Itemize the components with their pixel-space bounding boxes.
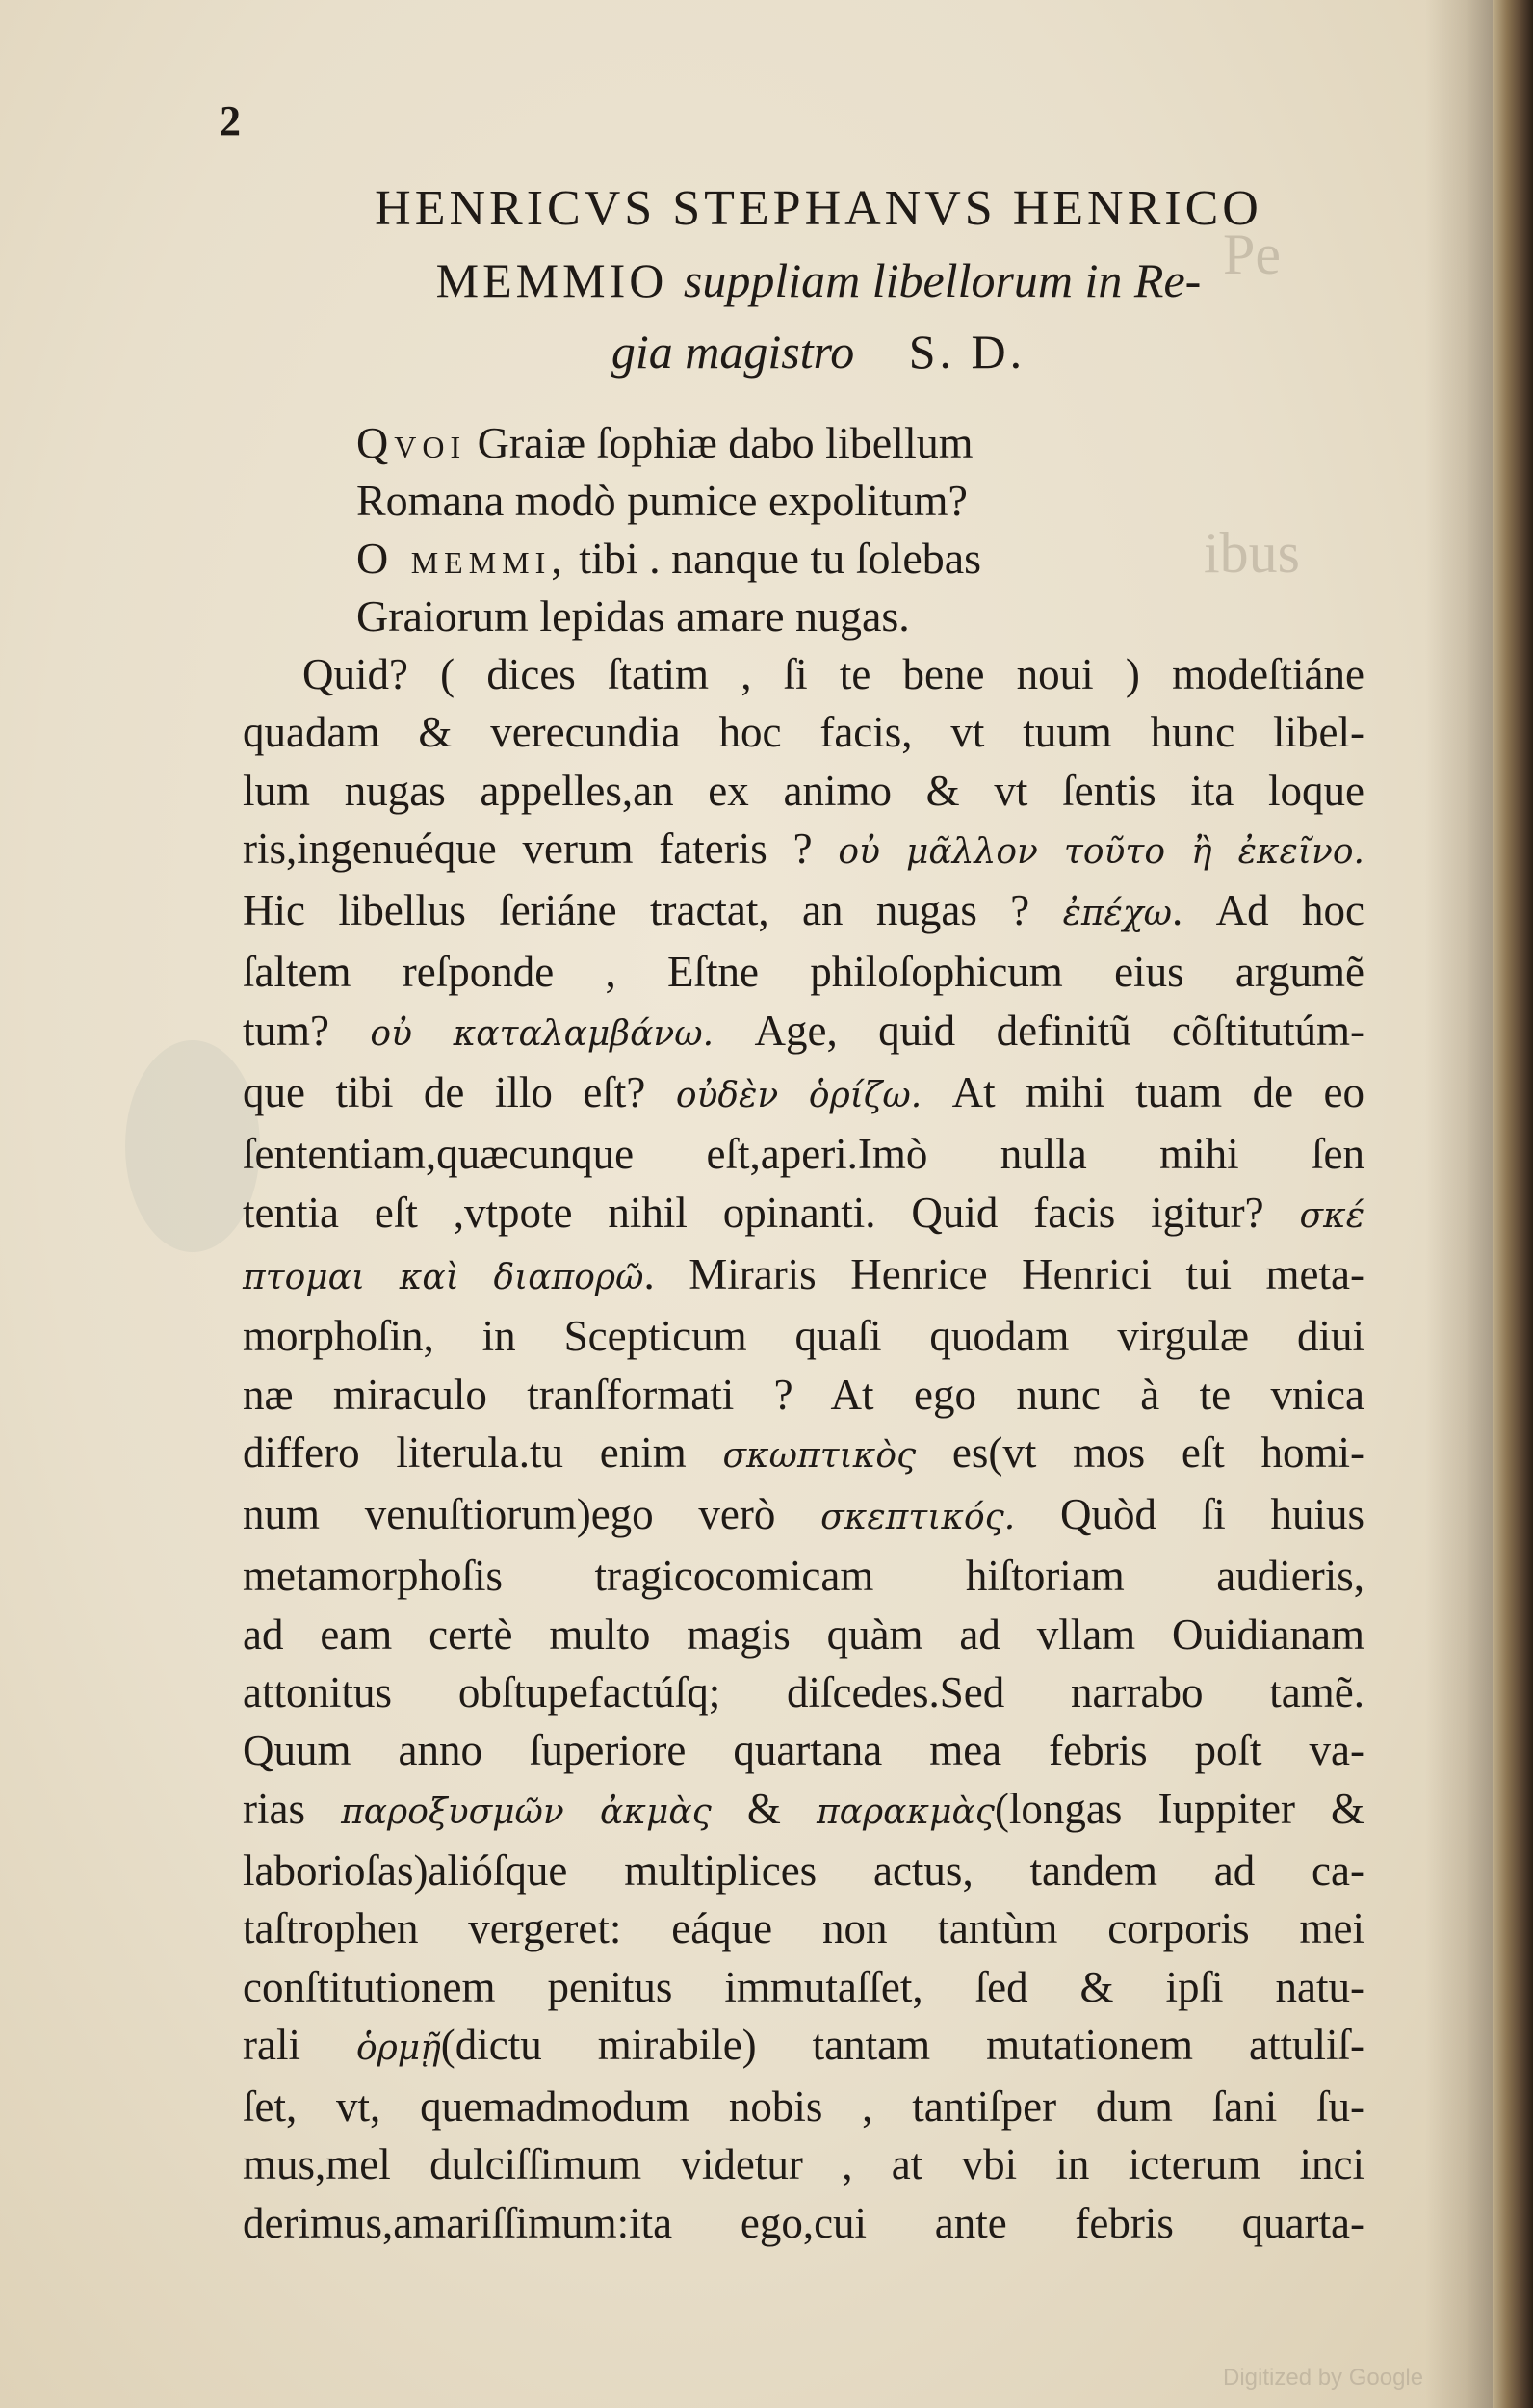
book-fore-edge <box>1493 0 1533 2408</box>
latin-text: laborioſas)alióſque multiplices actus, tandem ad ca- <box>243 1845 1364 1895</box>
body-line <box>243 1366 1364 1424</box>
verse-text: tibi . nanque tu ſolebas <box>567 534 982 583</box>
body-line <box>243 1721 1364 1779</box>
page-number: 2 <box>220 97 241 144</box>
greek-phrase: παρακμὰς <box>817 1792 995 1832</box>
latin-text: næ miraculo tranſformati ? At ego nunc à te vnica <box>243 1370 1364 1419</box>
verse-line <box>356 472 981 530</box>
greek-phrase: πτομαι καὶ διαπορῶ <box>243 1257 644 1297</box>
heading-line-1: HENRICVS STEPHANVS HENRICO <box>375 181 1262 236</box>
latin-text: Quòd ſi huius <box>1015 1490 1364 1539</box>
greek-phrase: παροξυσμῶν ἀκμὰς <box>341 1792 712 1832</box>
heading-title-italic-cont: gia magistro <box>611 325 855 379</box>
greek-phrase: οὐ καταλαμβάνω. <box>370 1013 715 1054</box>
latin-text: morphoſin, in Scepticum quaſi quodam virgulæ diui <box>243 1312 1364 1361</box>
body-line <box>243 1063 1364 1125</box>
heading-name: MEMMIO <box>435 253 668 307</box>
body-line <box>243 2135 1364 2193</box>
body-line <box>243 881 1364 943</box>
latin-text: num venuſtiorum)ego verò <box>243 1490 776 1539</box>
verse-line <box>356 530 981 588</box>
greek-phrase: οὐ μᾶλλον τοῦτο ἢ ἐκεῖνο. <box>838 831 1364 872</box>
latin-text: ſaltem reſponde , Eſtne philoſophicum eius argumẽ <box>243 948 1364 997</box>
latin-text: differo literula.tu enim <box>243 1427 687 1477</box>
verse-text: Graiæ ſophiæ dabo libellum <box>466 418 974 467</box>
latin-text: tentia eſt ,vtpote nihil opinanti. Quid facis igitur? <box>243 1188 1264 1237</box>
latin-text: es(vt mos eſt homi- <box>916 1427 1365 1477</box>
verse-line <box>356 414 981 472</box>
latin-text: (longas Iuppiter & <box>994 1784 1365 1833</box>
dedication-heading <box>241 173 1396 387</box>
body-text <box>243 645 1364 2252</box>
latin-text: . Miraris Henrice Henrici tui meta- <box>643 1249 1364 1298</box>
greek-phrase: ἐπέχω <box>1062 894 1173 934</box>
page-stain <box>125 1040 260 1252</box>
latin-text: (dictu mirabile) tantam mutationem attuliſ- <box>440 2020 1365 2069</box>
heading-line-3 <box>241 316 1396 387</box>
latin-text: . Ad hoc <box>1172 886 1364 935</box>
show-through-text: ibus <box>1204 521 1301 585</box>
body-line <box>243 943 1364 1001</box>
latin-text: Hic libellus ſeriáne tractat, an nugas ? <box>243 886 1030 935</box>
body-line <box>243 1842 1364 1899</box>
latin-text: que tibi de illo eſt? <box>243 1068 646 1117</box>
verse-text: Graiorum lepidas amare nugas. <box>356 591 910 641</box>
latin-text: quadam & verecundia hoc facis, vt tuum hunc libel- <box>243 708 1364 757</box>
body-line <box>243 1424 1364 1485</box>
body-line <box>243 1899 1364 1957</box>
latin-text: Quid? ( dices ſtatim , ſi te bene noui ) modeſtiáne <box>302 650 1364 698</box>
verse-lead-caps: O memmi, <box>356 534 568 583</box>
latin-text: Age, quid definitũ cõſtitutúm- <box>714 1006 1364 1055</box>
body-line <box>243 1184 1364 1245</box>
latin-text: At mihi tuam de eo <box>922 1068 1364 1117</box>
latin-text: metamorphoſis tragicocomicam hiſtoriam audieris, <box>243 1552 1364 1601</box>
body-line <box>243 820 1364 881</box>
body-line <box>243 1245 1364 1307</box>
greek-phrase: ὁρμῇ <box>355 2028 441 2068</box>
verse-text: Romana modò pumice expolitum? <box>356 476 968 525</box>
latin-text: tum? <box>243 1006 329 1055</box>
body-line <box>243 762 1364 820</box>
body-line <box>243 1780 1364 1842</box>
body-line <box>243 1002 1364 1063</box>
verse-lead-caps: Qvoi <box>356 418 467 467</box>
latin-text: rali <box>243 2020 300 2069</box>
body-line <box>243 1547 1364 1605</box>
body-line <box>243 2078 1364 2135</box>
latin-text: derimus,amariſſimum:ita ego,cui ante febris quarta- <box>243 2198 1364 2247</box>
latin-text: mus,mel dulciſſimum videtur , at vbi in icterum inci <box>243 2140 1364 2189</box>
body-line <box>243 1485 1364 1547</box>
latin-text: Quum anno ſuperiore quartana mea febris poſt va- <box>243 1726 1364 1775</box>
latin-text: ſet, vt, quemadmodum nobis , tantiſper dum ſani ſu- <box>243 2082 1364 2132</box>
heading-title-italic: suppliam libellorum in Re- <box>683 253 1202 307</box>
latin-text: conſtitutionem penitus immutaſſet, ſed & ipſi natu- <box>243 1962 1364 2011</box>
body-line <box>243 1958 1364 2016</box>
body-line <box>243 1606 1364 1663</box>
latin-text: ſententiam,quæcunque eſt,aperi.Imò nulla mihi ſen <box>243 1130 1364 1179</box>
verse-line <box>356 588 981 645</box>
latin-text: lum nugas appelles,an ex animo & vt ſentis ita loque <box>243 766 1364 815</box>
show-through-text: Pe <box>1223 222 1281 286</box>
greek-phrase: οὐδὲν ὁρίζω. <box>675 1076 922 1116</box>
salutation: S. D. <box>908 325 1026 379</box>
latin-text: rias <box>243 1784 305 1833</box>
latin-text: ad eam certè multo magis quàm ad vllam Ouidianam <box>243 1610 1364 1659</box>
latin-text: taſtrophen vergeret: eáque non tantùm corporis mei <box>243 1904 1364 1953</box>
body-line <box>243 703 1364 761</box>
body-line <box>243 1125 1364 1183</box>
catullus-verse <box>356 414 981 645</box>
greek-phrase: σκεπτικός. <box>820 1498 1016 1538</box>
latin-text: ris,ingenuéque verum fateris ? <box>243 824 813 873</box>
body-line <box>243 2016 1364 2078</box>
body-line <box>243 2194 1364 2252</box>
latin-text: & <box>711 1784 781 1833</box>
body-line <box>243 1663 1364 1721</box>
body-line <box>243 645 1364 703</box>
heading-line-2 <box>241 245 1396 316</box>
body-line <box>243 1307 1364 1365</box>
greek-phrase: σκέ <box>1299 1195 1365 1236</box>
greek-phrase: σκωπτικὸς <box>722 1435 917 1476</box>
digitization-watermark: Digitized by Google <box>1223 2365 1424 2391</box>
latin-text: attonitus obſtupefactúſq; diſcedes.Sed narrabo tamẽ. <box>243 1668 1364 1717</box>
gutter-shadow <box>1425 0 1493 2408</box>
